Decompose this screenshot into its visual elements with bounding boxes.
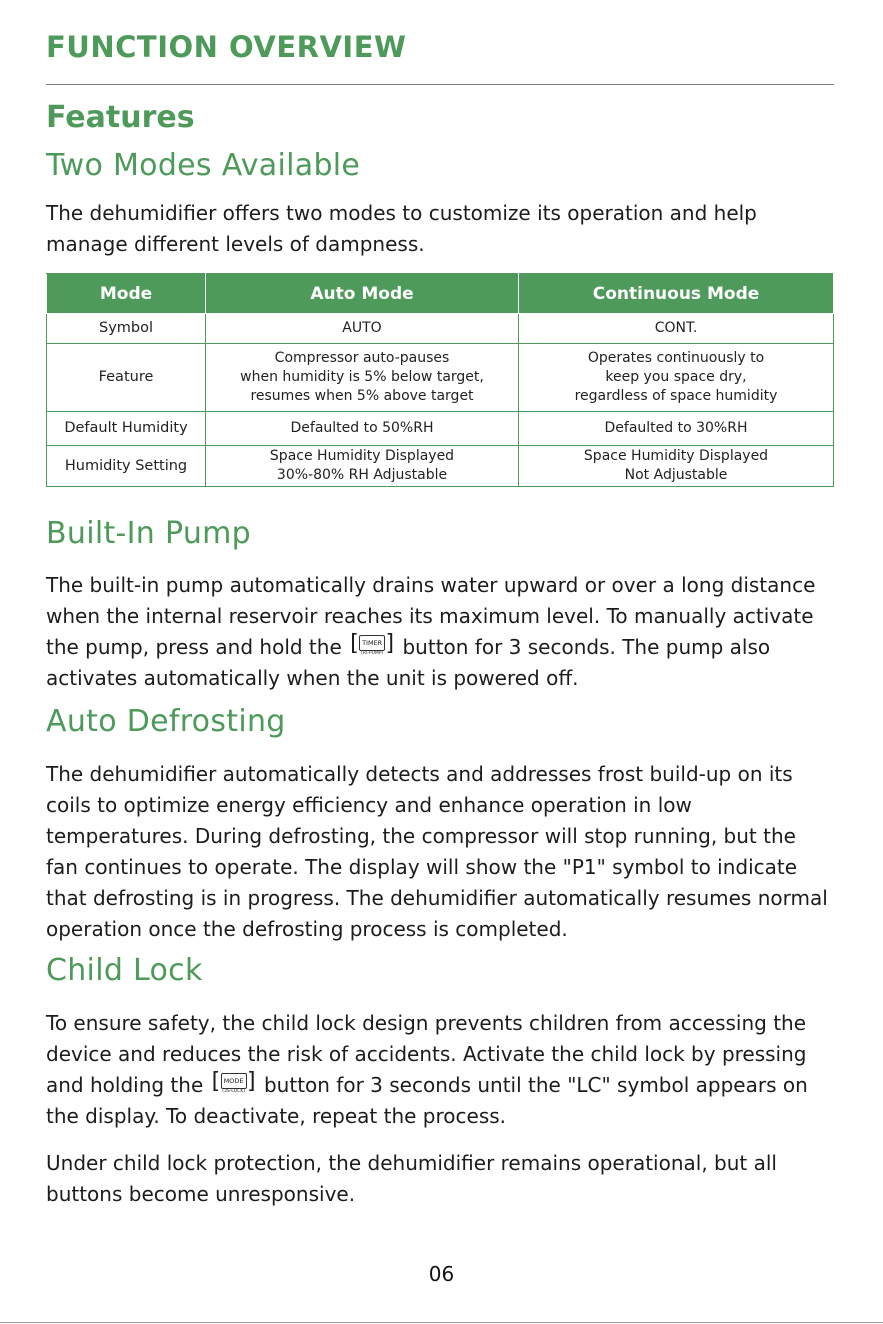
table-row <box>47 344 834 412</box>
table-cell <box>206 344 519 412</box>
table-header-cell: Auto Mode <box>206 274 519 314</box>
bottom-divider <box>0 1322 883 1323</box>
row-label: Humidity Setting <box>47 446 206 487</box>
cell-text: Defaulted to 30%RH <box>604 420 748 436</box>
cell-text: Compressor auto-pauses <box>274 350 450 366</box>
table-row <box>47 412 834 446</box>
page-number: 06 <box>428 1262 455 1286</box>
table-row <box>47 314 834 344</box>
child-lock-text-before: To ensure safety, the child lock design prevents children from accessing the device and reduces the risk of accidents. Activate the child lock by pressing and holding the <box>46 1011 807 1097</box>
pump-paragraph <box>46 570 834 694</box>
cell-text: when humidity is 5% below target, <box>240 369 484 385</box>
table-header-cell: Mode <box>47 274 206 314</box>
two-modes-heading: Two Modes Available <box>46 148 361 183</box>
table-cell <box>519 446 834 487</box>
mode-button-sublabel: (3S-LOCK) <box>222 1089 246 1094</box>
row-label: Symbol <box>47 314 206 344</box>
table-cell <box>206 446 519 487</box>
page-title: FUNCTION OVERVIEW <box>46 30 407 64</box>
table-cell <box>206 412 519 446</box>
defrost-paragraph <box>46 759 834 945</box>
two-modes-paragraph <box>46 198 834 260</box>
table-header-row <box>47 274 834 314</box>
table-row <box>47 446 834 487</box>
cell-text: Operates continuously to <box>587 350 765 366</box>
features-heading: Features <box>46 100 195 135</box>
child-lock-paragraph-2 <box>46 1148 834 1210</box>
title-divider <box>46 84 834 85</box>
table-header-cell: Continuous Mode <box>519 274 834 314</box>
timer-button-label: TIMER <box>359 635 385 651</box>
mode-button-icon: [ MODE (3S-LOCK) ] <box>211 1069 256 1094</box>
child-lock-text-2: Under child lock protection, the dehumidifier remains operational, but all buttons become unresponsive. <box>46 1151 777 1206</box>
child-lock-text-after: button for 3 seconds until the "LC" symbol appears on the display. To deactivate, repeat the process. <box>46 1073 808 1128</box>
timer-button-sublabel: (RI-PUMP) <box>361 651 384 656</box>
table-cell <box>519 412 834 446</box>
defrost-heading: Auto Defrosting <box>46 704 286 739</box>
pump-text-after: button for 3 seconds. The pump also activates automatically when the unit is powered off. <box>46 635 771 690</box>
cell-text: resumes when 5% above target <box>250 388 474 404</box>
cell-text: AUTO <box>342 320 382 336</box>
pump-text-before: The built-in pump automatically drains water upward or over a long distance when the internal reservoir reaches its maximum level. To manually activate the pump, press and hold the <box>46 573 816 659</box>
cell-text: Space Humidity Displayed <box>269 448 455 464</box>
modes-table <box>46 273 834 487</box>
cell-text: 30%-80% RH Adjustable <box>276 467 448 483</box>
row-label: Feature <box>47 344 206 412</box>
pump-heading: Built-In Pump <box>46 516 251 551</box>
child-lock-heading: Child Lock <box>46 953 203 988</box>
table-cell <box>206 314 519 344</box>
row-label: Default Humidity <box>47 412 206 446</box>
table-cell <box>519 344 834 412</box>
cell-text: keep you space dry, <box>605 369 747 385</box>
cell-text: regardless of space humidity <box>574 388 778 404</box>
defrost-text: The dehumidifier automatically detects and addresses frost build-up on its coils to optimize energy efficiency and enhance operation in low temperatures. During defrosting, the compressor will stop running, but the fan continues to operate. The display will show the "P1" symbol to indicate that defrosting is in progress. The dehumidifier automatically resumes normal operation once the defrosting process is completed. <box>46 762 828 941</box>
timer-button-icon: [ TIMER (RI-PUMP) ] <box>350 631 395 656</box>
cell-text: Not Adjustable <box>624 467 728 483</box>
cell-text: CONT. <box>654 320 698 336</box>
two-modes-text: The dehumidifier offers two modes to customize its operation and help manage different levels of dampness. <box>46 201 757 256</box>
table-cell <box>519 314 834 344</box>
child-lock-paragraph <box>46 1008 834 1132</box>
cell-text: Space Humidity Displayed <box>583 448 769 464</box>
mode-button-label: MODE <box>221 1073 247 1089</box>
cell-text: Defaulted to 50%RH <box>290 420 434 436</box>
